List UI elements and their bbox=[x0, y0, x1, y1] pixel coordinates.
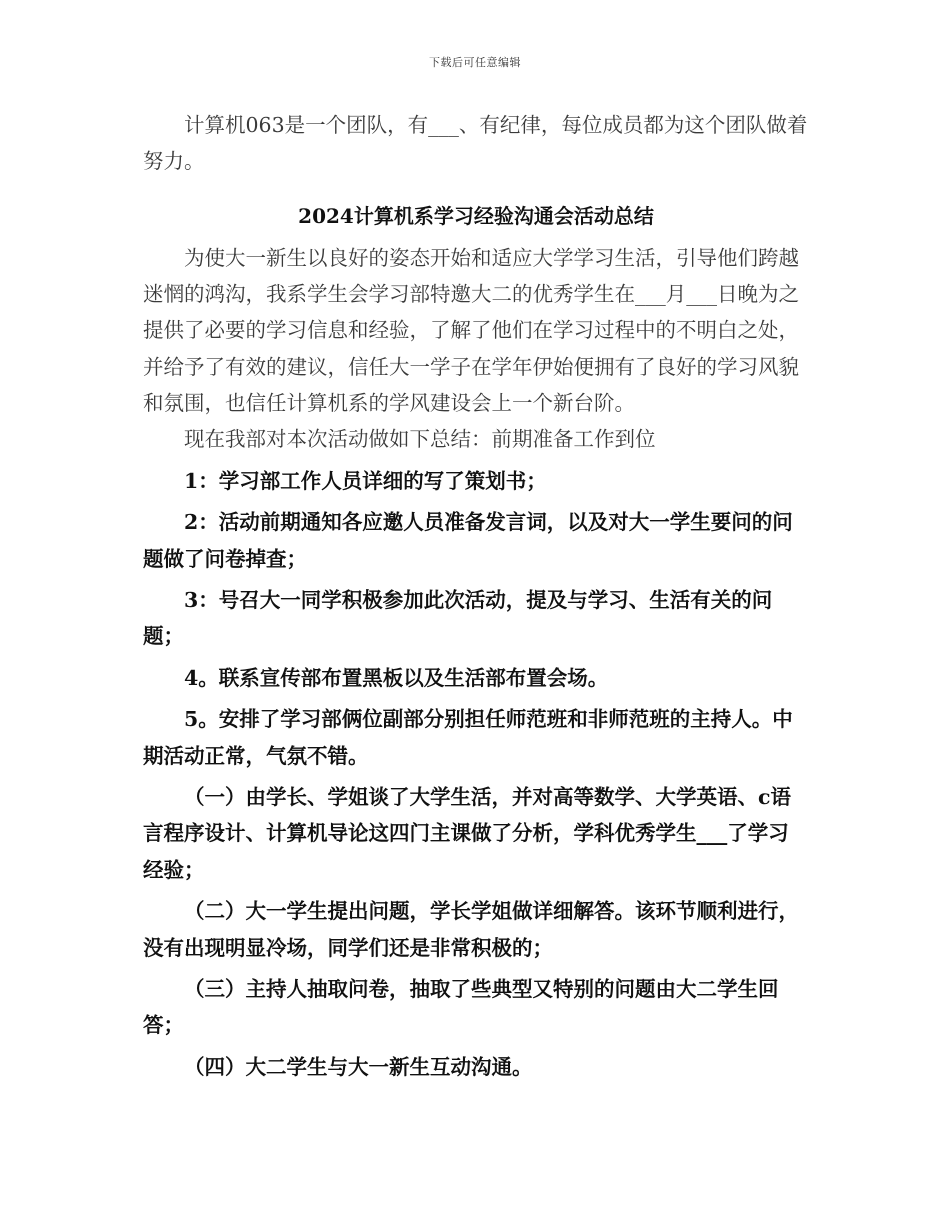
body-paragraph-2: 现在我部对本次活动做如下总结：前期准备工作到位 bbox=[184, 427, 656, 452]
activity-list bbox=[143, 779, 809, 1085]
page-header: 下载后可任意编辑 bbox=[429, 56, 521, 69]
document-title: 2024计算机系学习经验沟通会活动总结 bbox=[298, 203, 654, 228]
activity-item: （三）主持人抽取问卷，抽取了些典型又特别的问题由大二学生回答； bbox=[143, 977, 779, 1038]
preparation-item: 2：活动前期通知各应邀人员准备发言词，以及对大一学生要问的问题做了问卷掉查； bbox=[143, 510, 793, 571]
document-body bbox=[143, 107, 809, 1085]
body-paragraph-1: 为使大一新生以良好的姿态开始和适应大学学习生活，引导他们跨越迷惘的鸿沟，我系学生会学习部特邀大二的优秀学生在___月___日晚为之提供了必要的学习信息和经验，了解了他们在学习过程中的不明白之处，并给予了有效的建议，信任大一学子在学年伊始便拥有了良好的学习风貌和氛围，也信任计算机系的学风建设会上一个新台阶。 bbox=[143, 245, 799, 416]
activity-item: （二）大一学生提出问题，学长学姐做详细解答。该环节顺利进行，没有出现明显冷场，同学们还是非常积极的； bbox=[143, 899, 799, 960]
preparation-item: 1：学习部工作人员详细的写了策划书； bbox=[184, 468, 547, 493]
preparation-item: 5。安排了学习部俩位副部分别担任师范班和非师范班的主持人。中期活动正常，气氛不错。 bbox=[143, 707, 793, 768]
activity-item: （四）大二学生与大一新生互动沟通。 bbox=[184, 1054, 533, 1079]
intro-paragraph: 计算机063是一个团队，有___、有纪律，每位成员都为这个团队做着努力。 bbox=[143, 113, 808, 174]
preparation-item: 4。联系宣传部布置黑板以及生活部布置会场。 bbox=[184, 665, 609, 690]
preparation-item: 3：号召大一同学积极参加此次活动，提及与学习、生活有关的问题； bbox=[143, 588, 773, 649]
activity-item: （一）由学长、学姐谈了大学生活，并对高等数学、大学英语、c语言程序设计、计算机导论这四门主课做了分析，学科优秀学生___了学习经验； bbox=[143, 785, 791, 882]
preparation-list bbox=[143, 463, 809, 774]
